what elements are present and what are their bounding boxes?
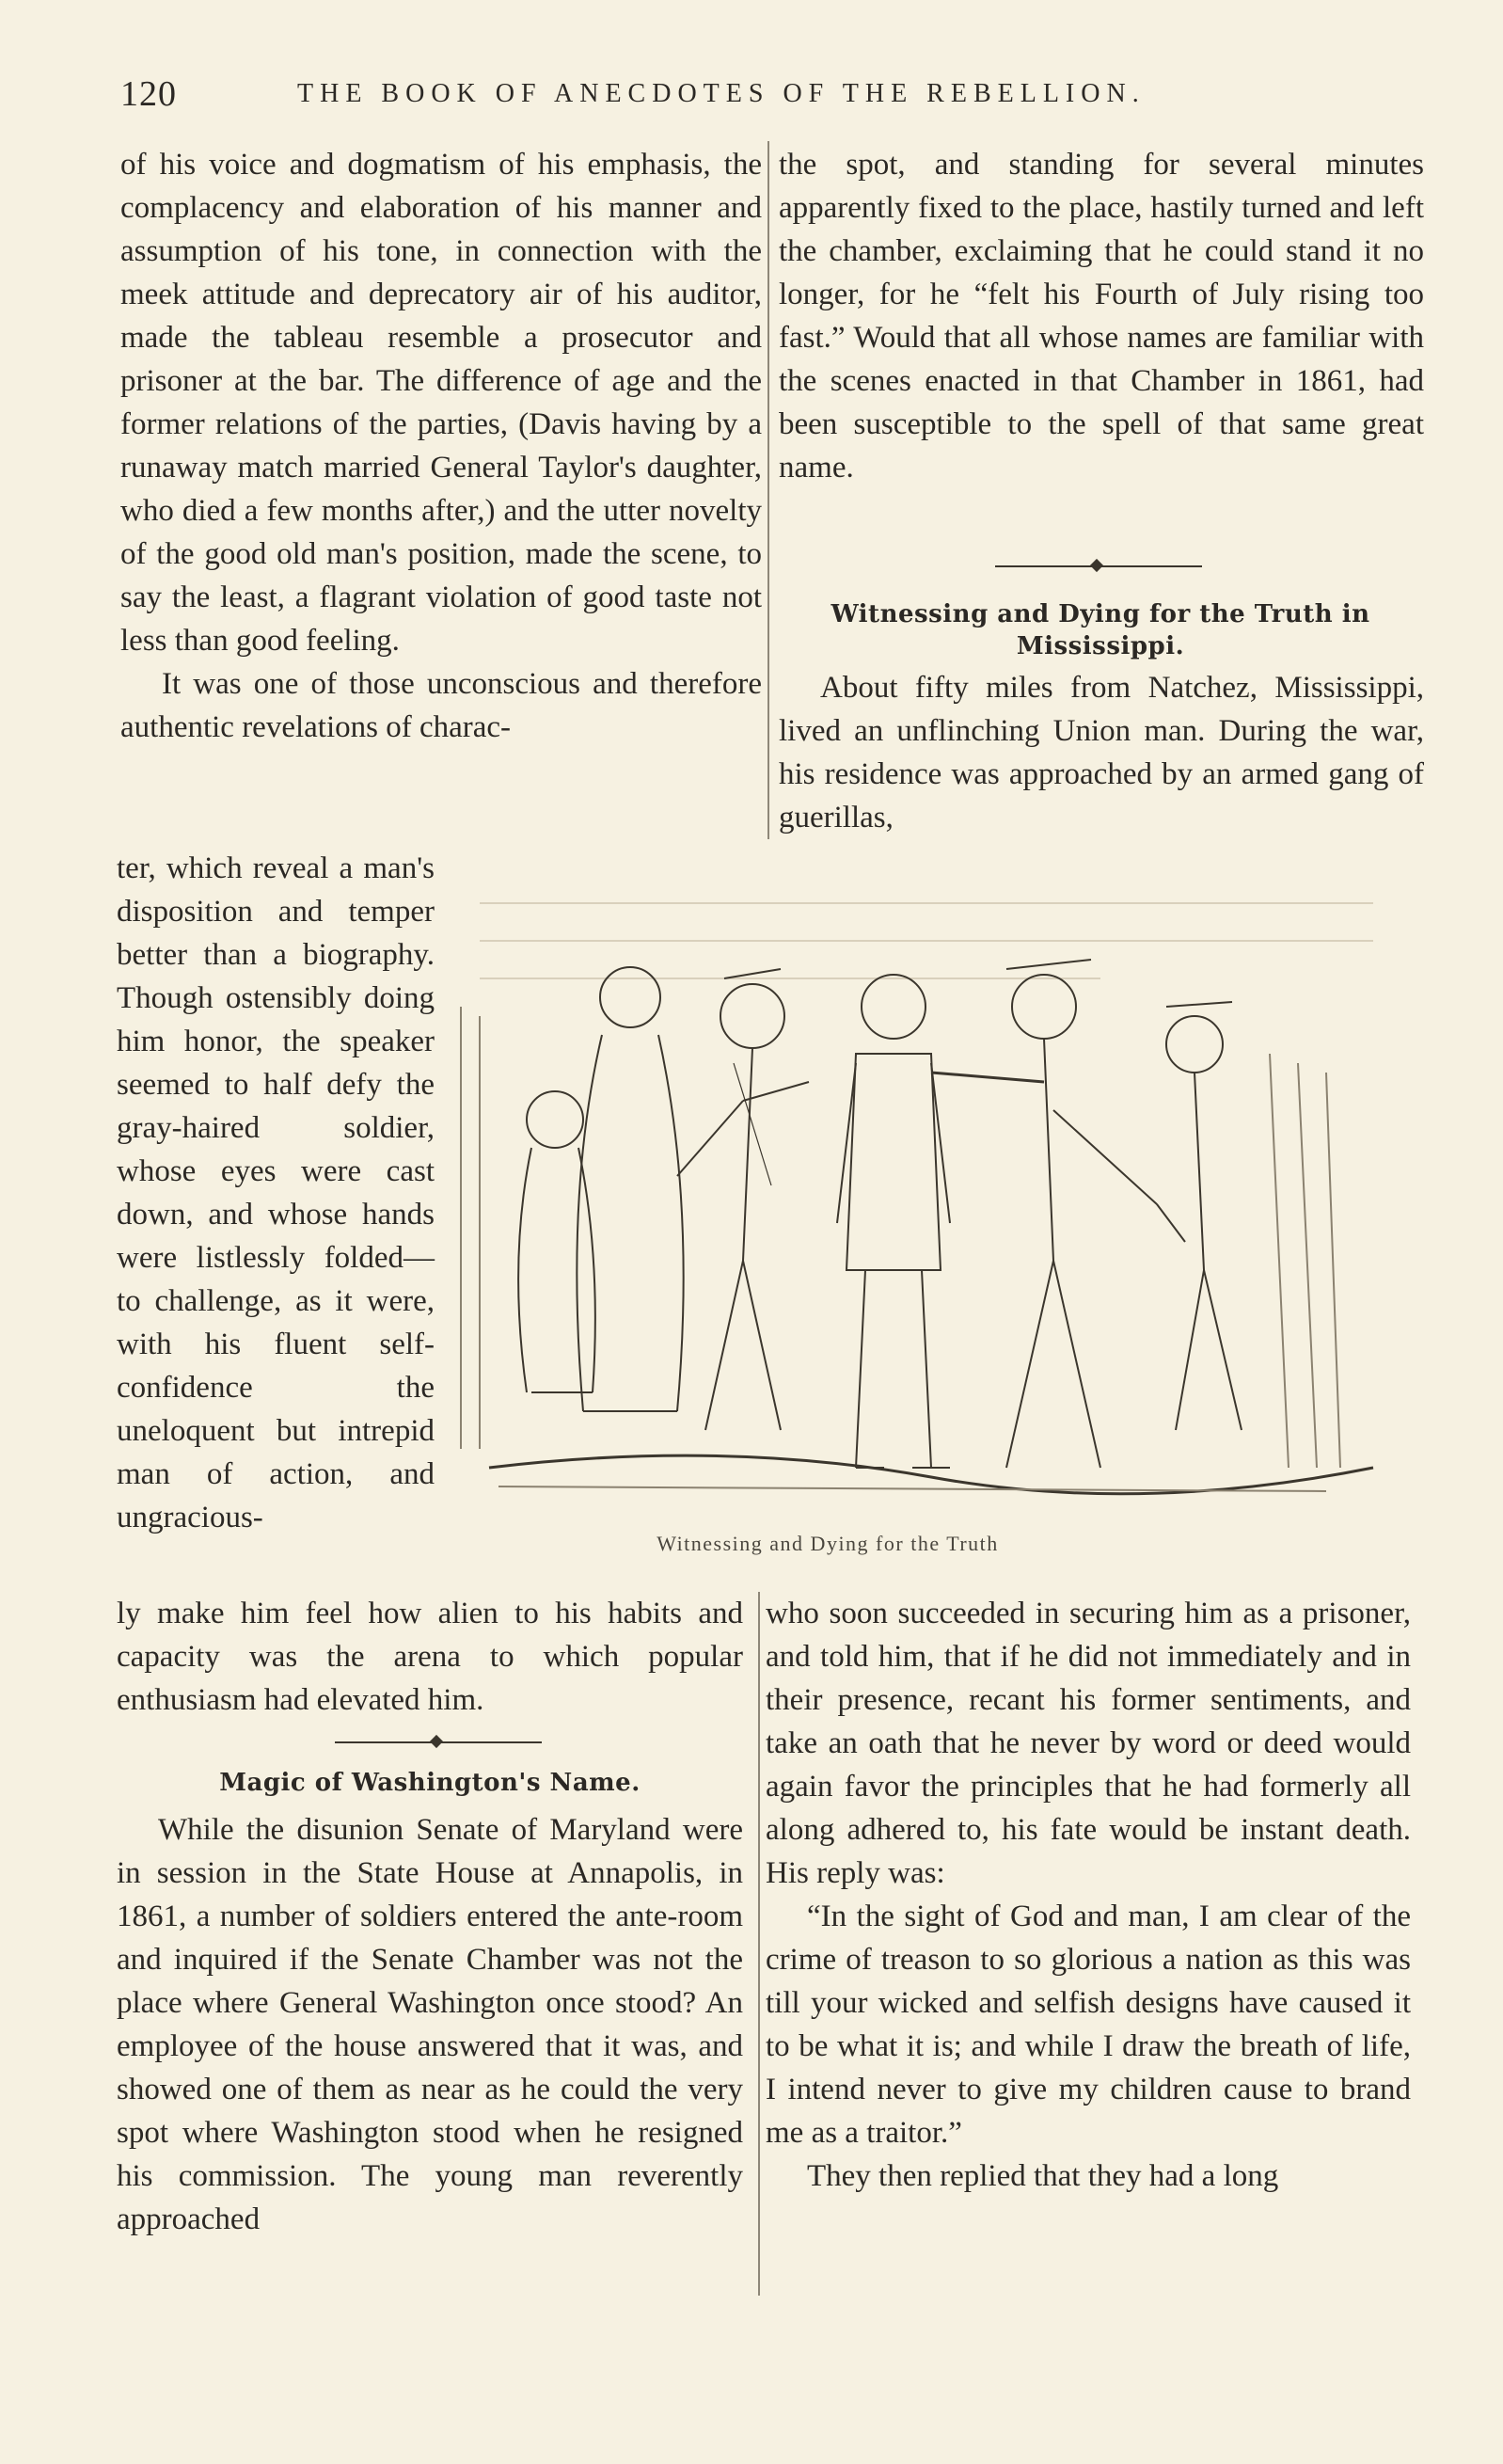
section-ornament bbox=[335, 1733, 542, 1752]
guerilla-figure-left bbox=[677, 969, 809, 1430]
running-head bbox=[120, 73, 1268, 115]
paragraph: ly make him feel how alien to his habits and capacity was the arena to which popular enthusiasm had elevated him. bbox=[117, 1597, 743, 1717]
engraving-scene bbox=[442, 866, 1392, 1524]
left-column-washington-story bbox=[117, 1808, 743, 2241]
paragraph: It was one of those unconscious and therefore authentic revelations of charac- bbox=[120, 667, 762, 744]
paragraph: They then replied that they had a long bbox=[807, 2159, 1279, 2193]
guerilla-figure-far bbox=[1166, 1002, 1242, 1430]
guerilla-figure-right bbox=[931, 960, 1185, 1468]
column-divider bbox=[758, 1592, 760, 2296]
woman-figure bbox=[577, 967, 683, 1411]
book-title: THE BOOK OF ANECDOTES OF THE REBELLION. bbox=[297, 79, 1146, 108]
right-column-top bbox=[779, 143, 1424, 489]
section-heading: Magic of Washington's Name. bbox=[219, 1769, 641, 1797]
column-divider bbox=[767, 141, 769, 839]
section-heading: Witnessing and Dying for the Truth in Mississippi. bbox=[831, 600, 1370, 660]
left-column-top bbox=[120, 143, 762, 749]
paragraph: who soon succeeded in securing him as a prisoner, and told him, that if he did not immediately and in their presence, recant his former sentiments, and take an oath that he never by word or deed would again favor the principles that he had formerly all along adhered to, his fate would be instant death. His reply was: bbox=[766, 1597, 1411, 1890]
illustration-caption: Witnessing and Dying for the Truth bbox=[657, 1532, 999, 1555]
paragraph: “In the sight of God and man, I am clear of the crime of treason to so glorious a nation as this was till your wicked and selfish designs have caused it to be what it is; and while I draw the breath of life, I intend never to give my children cause to brand me as a traitor.” bbox=[766, 1900, 1411, 2150]
engraving-illustration bbox=[442, 866, 1392, 1524]
prisoner-figure bbox=[837, 975, 950, 1468]
left-column-wrapped-text bbox=[117, 847, 435, 1539]
paragraph: About fifty miles from Natchez, Mississippi, lived an unflinching Union man. During the war, his residence was approached by an armed gang of guerillas, bbox=[779, 671, 1424, 835]
page-number: 120 bbox=[120, 74, 177, 114]
right-column-story bbox=[779, 666, 1424, 839]
section-ornament bbox=[995, 557, 1202, 576]
paragraph: of his voice and dogmatism of his emphasis, the complacency and elaboration of his manner and assumption of his tone, in connection with the meek attitude and deprecatory air of his auditor, made the tableau resemble a prosecutor and prisoner at the bar. The difference of age and the former relations of the parties, (Davis having by a runaway match married General Taylor's daughter, who died a few months after,) and the utter novelty of the good old man's position, made the scene, to say the least, a flagrant violation of good taste not less than good feeling. bbox=[120, 148, 762, 658]
left-column-bottom bbox=[117, 1592, 743, 1722]
paragraph: While the disunion Senate of Maryland were in session in the State House at Annapolis, in 1861, a number of soldiers entered the ante-room and inquired if the Senate Chamber was not the place where General Washington once stood? An employee of the house answered that it was, and showed one of them as near as he could the very spot where Washington stood when he resigned his commission. The young man reverently approached bbox=[117, 1813, 743, 2236]
paragraph: the spot, and standing for several minutes apparently fixed to the place, hastily turned and left the chamber, exclaiming that he could stand it no longer, for he “felt his Fourth of July rising too fast.” Would that all whose names are familiar with the scenes enacted in that Chamber in 1861, had been susceptible to the spell of that same great name. bbox=[779, 148, 1424, 485]
paragraph: ter, which reveal a man's disposition and temper better than a biography. Though ostensibly doing him honor, the speaker seemed to half defy the gray-haired soldier, whose eyes were cast down, and whose hands were listlessly folded—to challenge, as it were, with his fluent self-confidence the uneloquent but intrepid man of action, and ungracious- bbox=[117, 851, 435, 1534]
right-column-bottom bbox=[766, 1592, 1411, 2198]
